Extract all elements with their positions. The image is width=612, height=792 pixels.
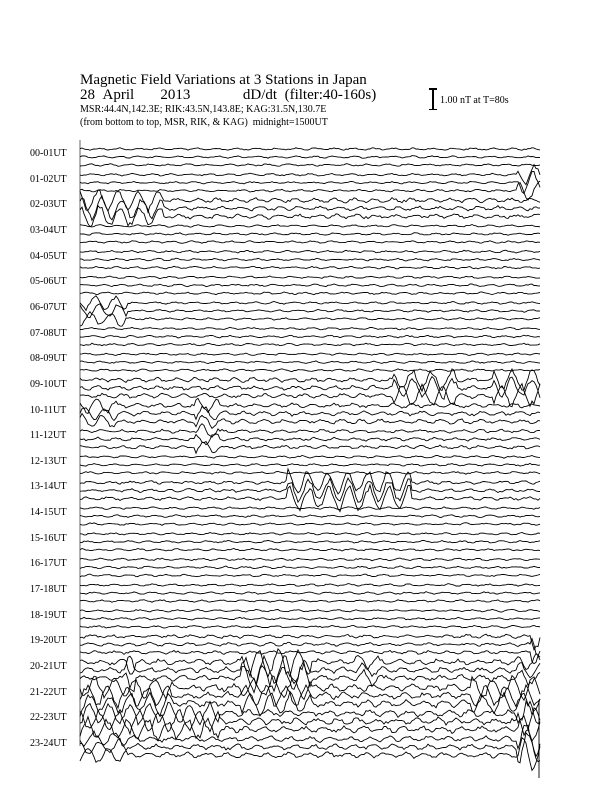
hour-label: 14-15UT <box>30 507 67 519</box>
trace-msr-23-24UT <box>80 738 540 771</box>
trace-kag-02-03UT <box>80 190 540 212</box>
trace-rik-04-05UT <box>80 258 540 261</box>
trace-msr-15-16UT <box>80 549 540 552</box>
trace-rik-11-12UT <box>80 434 540 445</box>
trace-rik-12-13UT <box>80 463 540 466</box>
trace-msr-07-08UT <box>80 343 540 346</box>
trace-msr-04-05UT <box>80 266 540 269</box>
chart-title: Magnetic Field Variations at 3 Stations in Japan <box>80 72 367 88</box>
trace-rik-00-01UT <box>80 156 540 159</box>
hour-label: 07-08UT <box>30 327 67 339</box>
hour-label: 21-22UT <box>30 686 67 698</box>
hour-label: 12-13UT <box>30 455 67 467</box>
hour-label: 02-03UT <box>30 199 67 211</box>
trace-kag-11-12UT <box>80 424 540 438</box>
trace-kag-08-09UT <box>80 353 540 355</box>
trace-rik-03-04UT <box>80 233 540 236</box>
hour-label: 23-24UT <box>30 737 67 749</box>
date-day: 28 <box>80 87 95 103</box>
filter-label: (filter:40-160s) <box>284 87 377 103</box>
trace-rik-13-14UT <box>80 478 540 502</box>
hour-label: 18-19UT <box>30 609 67 621</box>
hour-label: 19-20UT <box>30 635 67 647</box>
trace-rik-15-16UT <box>80 540 540 543</box>
hour-label: 15-16UT <box>30 532 67 544</box>
hour-label: 20-21UT <box>30 661 67 672</box>
trace-rik-19-20UT <box>80 639 540 660</box>
trace-msr-00-01UT <box>80 164 540 167</box>
midnight-note: midnight=1500UT <box>252 117 328 128</box>
trace-msr-14-15UT <box>80 523 540 526</box>
trace-msr-12-13UT <box>80 472 540 475</box>
hour-label: 05-06UT <box>30 276 67 288</box>
hour-label: 01-02UT <box>30 173 67 185</box>
trace-rik-17-18UT <box>80 592 540 595</box>
hour-label: 17-18UT <box>30 584 67 596</box>
hour-label: 16-17UT <box>30 558 67 570</box>
trace-msr-17-18UT <box>80 600 540 603</box>
trace-msr-18-19UT <box>80 625 540 628</box>
trace-kag-03-04UT <box>80 225 540 228</box>
hour-label: 03-04UT <box>30 224 67 236</box>
hour-label: 13-14UT <box>30 481 67 493</box>
trace-kag-04-05UT <box>80 250 540 253</box>
date-year: 2013 <box>160 87 191 103</box>
trace-kag-10-11UT <box>80 398 540 413</box>
hour-label: 22-23UT <box>30 712 67 724</box>
hour-label: 08-09UT <box>30 353 67 365</box>
trace-rik-16-17UT <box>80 566 540 569</box>
trace-msr-03-04UT <box>80 241 540 244</box>
trace-rik-05-06UT <box>80 284 540 287</box>
hour-label: 00-01UT <box>30 148 67 159</box>
trace-rik-08-09UT <box>80 361 540 364</box>
trace-kag-00-01UT <box>80 148 540 151</box>
trace-kag-16-17UT <box>80 558 540 561</box>
stations-line: MSR:44.4N,142.3E; RIK:43.5N,143.8E; KAG:31.5N,130.7E <box>80 104 327 115</box>
date-month: April <box>102 87 135 103</box>
trace-kag-15-16UT <box>80 533 540 536</box>
trace-msr-10-11UT <box>80 414 540 429</box>
trace-rik-06-07UT <box>80 304 540 318</box>
trace-kag-06-07UT <box>80 296 540 311</box>
hour-label: 10-11UT <box>30 404 67 416</box>
order-note: (from bottom to top, MSR, RIK, & KAG) <box>80 117 248 128</box>
trace-rik-10-11UT <box>80 406 540 420</box>
trace-msr-01-02UT <box>80 181 540 200</box>
trace-kag-12-13UT <box>80 456 540 459</box>
trace-kag-05-06UT <box>80 276 540 279</box>
trace-msr-11-12UT <box>80 442 540 454</box>
trace-rik-18-19UT <box>80 617 540 620</box>
trace-kag-17-18UT <box>80 584 540 587</box>
trace-rik-07-08UT <box>80 335 540 338</box>
amplitude-scale-label: 1.00 nT at T=80s <box>440 95 509 106</box>
trace-msr-19-20UT <box>80 650 540 663</box>
trace-kag-20-21UT <box>80 649 540 677</box>
hour-label: 06-07UT <box>30 301 67 313</box>
trace-msr-16-17UT <box>80 574 540 577</box>
hour-label: 09-10UT <box>30 378 67 390</box>
trace-kag-14-15UT <box>80 507 540 510</box>
hour-label: 04-05UT <box>30 250 67 262</box>
trace-kag-09-10UT <box>80 369 540 391</box>
trace-kag-18-19UT <box>80 609 540 612</box>
trace-rik-14-15UT <box>80 515 540 518</box>
trace-msr-05-06UT <box>80 292 540 295</box>
trace-msr-06-07UT <box>80 312 540 327</box>
quantity-label: dD/dt <box>242 87 278 103</box>
trace-msr-08-09UT <box>80 369 540 372</box>
hour-label: 11-12UT <box>30 430 67 442</box>
trace-kag-07-08UT <box>80 327 540 330</box>
